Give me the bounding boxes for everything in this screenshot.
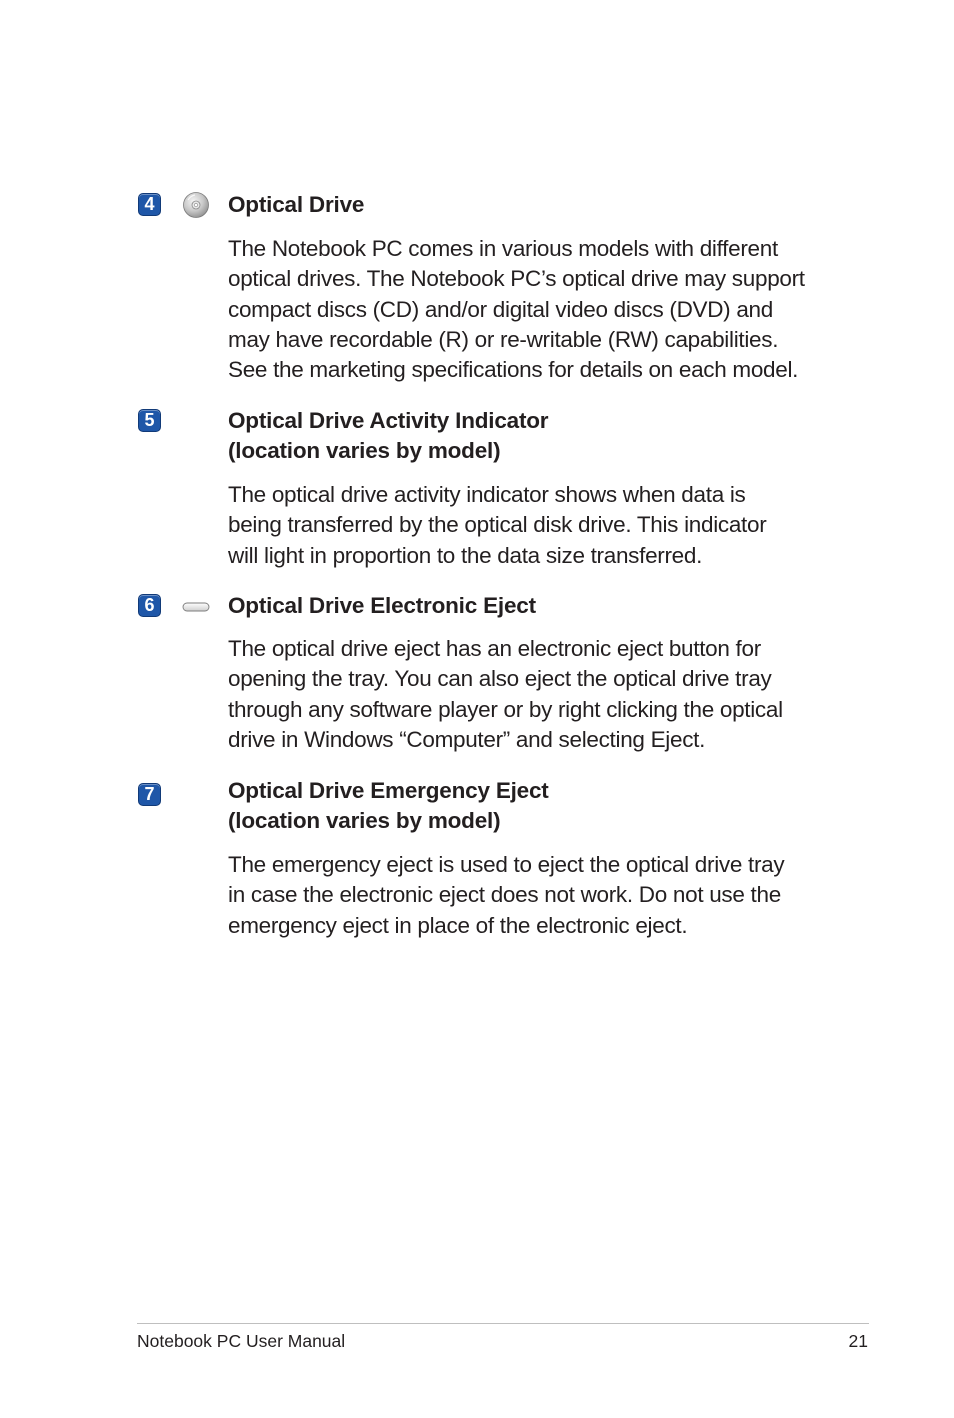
body-line: compact discs (CD) and/or digital video discs (DVD) and xyxy=(228,296,773,322)
section-body xyxy=(228,850,838,941)
section-number-badge: 7 xyxy=(138,783,161,806)
section-heading xyxy=(228,591,828,621)
body-line: optical drives. The Notebook PC’s optical drive may support xyxy=(228,266,805,292)
footer-page-number: 21 xyxy=(848,1331,868,1351)
section-body xyxy=(228,634,838,755)
body-line: The Notebook PC comes in various models with different xyxy=(228,236,778,261)
section-number-badge: 6 xyxy=(138,594,161,617)
section-body xyxy=(228,234,838,385)
body-line: through any software player or by right clicking the optical xyxy=(228,696,783,722)
footer-manual-title: Notebook PC User Manual xyxy=(137,1331,346,1351)
heading-line: (location varies by model) xyxy=(228,808,501,833)
section-heading xyxy=(228,776,828,836)
body-line: may have recordable (R) or re-writable (RW) capabilities. xyxy=(228,326,779,352)
body-line: being transferred by the optical disk drive. This indicator xyxy=(228,512,767,538)
body-line: will light in proportion to the data size transferred. xyxy=(228,542,703,568)
heading-line: Optical Drive Emergency Eject xyxy=(228,778,549,803)
section-number-badge: 5 xyxy=(138,409,161,432)
section-number-badge: 4 xyxy=(138,193,161,216)
body-line: The optical drive activity indicator shows when data is xyxy=(228,482,746,507)
optical-disc-icon xyxy=(182,191,210,224)
body-line: emergency eject in place of the electronic eject. xyxy=(228,912,688,938)
body-line: opening the tray. You can also eject the optical drive tray xyxy=(228,666,772,692)
heading-line: Optical Drive Electronic Eject xyxy=(228,593,536,618)
body-line: The optical drive eject has an electronic eject button for xyxy=(228,636,761,661)
heading-line: Optical Drive xyxy=(228,192,365,217)
body-line: See the marketing specifications for details on each model. xyxy=(228,357,799,383)
body-line: drive in Windows “Computer” and selecting Eject. xyxy=(228,726,706,752)
eject-button-icon xyxy=(182,600,210,618)
section-body xyxy=(228,480,838,571)
body-line: in case the electronic eject does not work. Do not use the xyxy=(228,882,781,908)
section-heading xyxy=(228,406,828,466)
section-heading xyxy=(228,190,828,220)
body-line: The emergency eject is used to eject the optical drive tray xyxy=(228,852,785,877)
heading-line: Optical Drive Activity Indicator xyxy=(228,408,549,433)
footer-divider xyxy=(137,1323,869,1324)
heading-line: (location varies by model) xyxy=(228,438,501,463)
